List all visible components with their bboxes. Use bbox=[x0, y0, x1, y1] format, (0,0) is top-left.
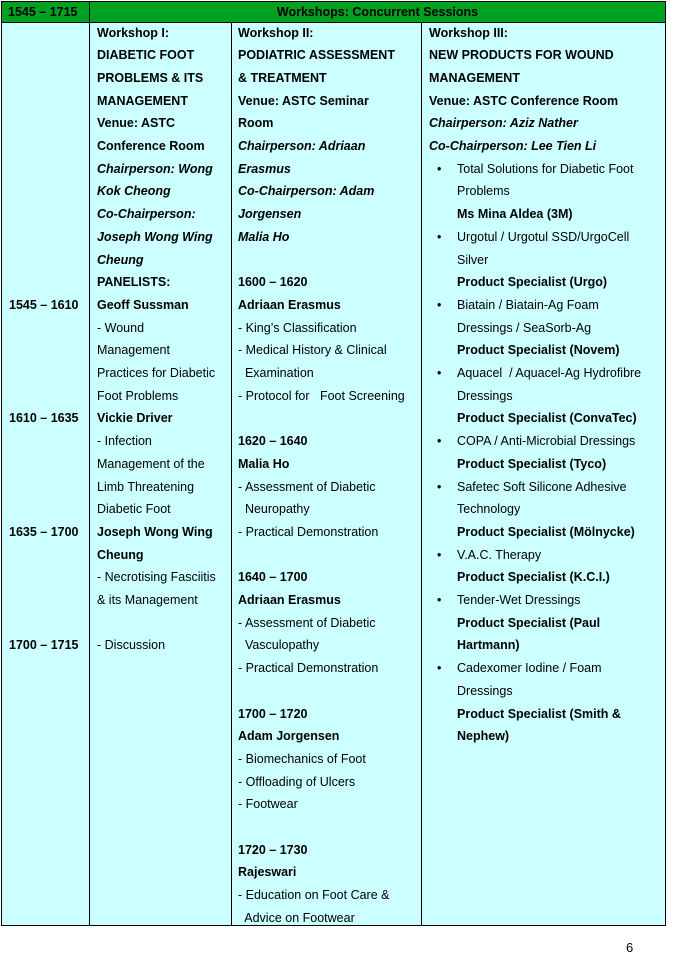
session-time: 1720 – 1730 bbox=[238, 842, 308, 857]
product-presenter: Product Specialist (K.C.I.) bbox=[457, 570, 610, 585]
talk-topic: - Necrotising Fasciitis bbox=[97, 570, 216, 585]
talk-topic: Management bbox=[97, 343, 170, 358]
speaker: Vickie Driver bbox=[97, 411, 173, 426]
speaker: Joseph Wong Wing bbox=[97, 524, 213, 539]
chairperson: Chairperson: Adriaan bbox=[238, 139, 366, 153]
chairperson: Erasmus bbox=[238, 161, 291, 176]
workshop-title: Workshop II: bbox=[238, 25, 314, 40]
session-item: Neuropathy bbox=[238, 502, 310, 517]
time-slot: 1700 – 1715 bbox=[9, 638, 79, 653]
workshop-title: NEW PRODUCTS FOR WOUND bbox=[429, 48, 614, 63]
panelists-heading: PANELISTS: bbox=[97, 275, 171, 290]
talk-topic: - Infection bbox=[97, 434, 152, 449]
time-column bbox=[1, 23, 90, 926]
product-name: Dressings bbox=[457, 388, 513, 403]
co-chairperson: Joseph Wong Wing bbox=[97, 229, 213, 244]
workshop-title: PODIATRIC ASSESSMENT bbox=[238, 48, 395, 63]
product-name: Silver bbox=[457, 252, 489, 267]
product-name: • Tender-Wet Dressings bbox=[457, 589, 580, 612]
co-chairperson: Co-Chairperson: bbox=[97, 207, 196, 222]
speaker: Adriaan Erasmus bbox=[238, 297, 341, 312]
co-chairperson: Cheung bbox=[97, 252, 144, 267]
time-slot: 1635 – 1700 bbox=[9, 524, 79, 539]
session-item: - Footwear bbox=[238, 797, 298, 812]
talk-topic: Diabetic Foot bbox=[97, 502, 171, 517]
product-name: • Safetec Soft Silicone Adhesive bbox=[457, 476, 627, 499]
session-item: Vasculopathy bbox=[238, 638, 320, 653]
venue: Room bbox=[238, 116, 274, 131]
workshop-title: Workshop I: bbox=[97, 25, 169, 40]
session-item: - Biomechanics of Foot bbox=[238, 751, 366, 766]
product-presenter: Ms Mina Aldea (3M) bbox=[457, 207, 573, 222]
speaker: Rajeswari bbox=[238, 865, 297, 880]
speaker: Geoff Sussman bbox=[97, 297, 189, 312]
product-presenter: Product Specialist (Paul bbox=[457, 615, 601, 630]
product-name: • Cadexomer Iodine / Foam bbox=[457, 657, 602, 680]
time-slot: 1610 – 1635 bbox=[9, 411, 79, 426]
session-time: 1640 – 1700 bbox=[238, 570, 308, 585]
workshop-title: MANAGEMENT bbox=[97, 93, 188, 108]
page-number: 6 bbox=[626, 940, 634, 955]
talk-topic: & its Management bbox=[97, 593, 198, 607]
talk-topic: Management of the bbox=[97, 456, 205, 471]
product-name: • V.A.C. Therapy bbox=[457, 544, 541, 567]
product-name: • Total Solutions for Diabetic Foot bbox=[457, 158, 633, 181]
workshop-title: PROBLEMS & ITS bbox=[97, 70, 204, 85]
venue: Venue: ASTC Seminar bbox=[238, 93, 369, 108]
product-presenter: Hartmann) bbox=[457, 638, 520, 653]
session-item: Advice on Footwear bbox=[238, 910, 355, 925]
product-presenter: Product Specialist (Tyco) bbox=[457, 456, 607, 471]
product-presenter: Product Specialist (Novem) bbox=[457, 343, 620, 358]
product-name: Technology bbox=[457, 502, 521, 517]
speaker: Adriaan Erasmus bbox=[238, 593, 341, 607]
header-time: 1545 – 1715 bbox=[1, 1, 90, 23]
product-name: • Biatain / Biatain-Ag Foam bbox=[457, 294, 599, 317]
session-item: - Assessment of Diabetic bbox=[238, 479, 376, 494]
product-name: Dressings / SeaSorb-Ag bbox=[457, 320, 592, 335]
co-chairperson: Co-Chairperson: Adam bbox=[238, 184, 375, 199]
session-item: - Education on Foot Care & bbox=[238, 888, 390, 903]
chairperson: Chairperson: Aziz Nather bbox=[429, 116, 578, 131]
session-item: - Protocol for Foot Screening bbox=[238, 388, 405, 403]
product-name: • Aquacel / Aquacel-Ag Hydrofibre bbox=[457, 362, 641, 385]
product-name: Problems bbox=[457, 184, 510, 199]
session-time: 1700 – 1720 bbox=[238, 706, 308, 721]
speaker: Adam Jorgensen bbox=[238, 729, 340, 744]
workshop-title: MANAGEMENT bbox=[429, 70, 520, 85]
product-name: Dressings bbox=[457, 683, 513, 698]
workshop-title: & TREATMENT bbox=[238, 70, 327, 85]
venue: Venue: ASTC bbox=[97, 116, 176, 131]
chairperson: Kok Cheong bbox=[97, 184, 171, 199]
session-time: 1620 – 1640 bbox=[238, 434, 308, 449]
talk-topic: Limb Threatening bbox=[97, 479, 195, 494]
workshop-title: Workshop III: bbox=[429, 25, 508, 40]
talk-topic: - Wound bbox=[97, 320, 145, 335]
time-slot: 1545 – 1610 bbox=[9, 297, 79, 312]
product-presenter: Product Specialist (Urgo) bbox=[457, 275, 608, 290]
venue: Venue: ASTC Conference Room bbox=[429, 93, 619, 108]
session-item: - Practical Demonstration bbox=[238, 524, 379, 539]
co-chairperson: Malia Ho bbox=[238, 229, 290, 244]
session-item: Examination bbox=[238, 366, 314, 380]
session-item: - Assessment of Diabetic bbox=[238, 615, 376, 630]
workshop-title: DIABETIC FOOT bbox=[97, 48, 195, 63]
chairperson: Chairperson: Wong bbox=[97, 161, 213, 176]
speaker: Malia Ho bbox=[238, 456, 290, 471]
session-time: 1600 – 1620 bbox=[238, 275, 308, 290]
product-presenter: Product Specialist (ConvaTec) bbox=[457, 411, 637, 426]
session-item: - Practical Demonstration bbox=[238, 661, 379, 676]
session-item: - King’s Classification bbox=[238, 320, 357, 335]
session-item: - Offloading of Ulcers bbox=[238, 774, 356, 789]
session-item: - Medical History & Clinical bbox=[238, 343, 387, 358]
product-presenter: Nephew) bbox=[457, 729, 510, 744]
product-presenter: Product Specialist (Smith & bbox=[457, 706, 621, 721]
product-name: • COPA / Anti-Microbial Dressings bbox=[457, 430, 635, 453]
product-presenter: Product Specialist (Mölnycke) bbox=[457, 524, 635, 539]
talk-topic: Practices for Diabetic bbox=[97, 366, 216, 380]
discussion: - Discussion bbox=[97, 638, 166, 653]
co-chairperson: Co-Chairperson: Lee Tien Li bbox=[429, 139, 597, 153]
header-title: Workshops: Concurrent Sessions bbox=[89, 1, 666, 23]
co-chairperson: Jorgensen bbox=[238, 207, 302, 222]
speaker: Cheung bbox=[97, 547, 144, 562]
talk-topic: Foot Problems bbox=[97, 388, 179, 403]
venue: Conference Room bbox=[97, 139, 205, 153]
product-name: • Urgotul / Urgotul SSD/UrgoCell bbox=[457, 226, 629, 249]
